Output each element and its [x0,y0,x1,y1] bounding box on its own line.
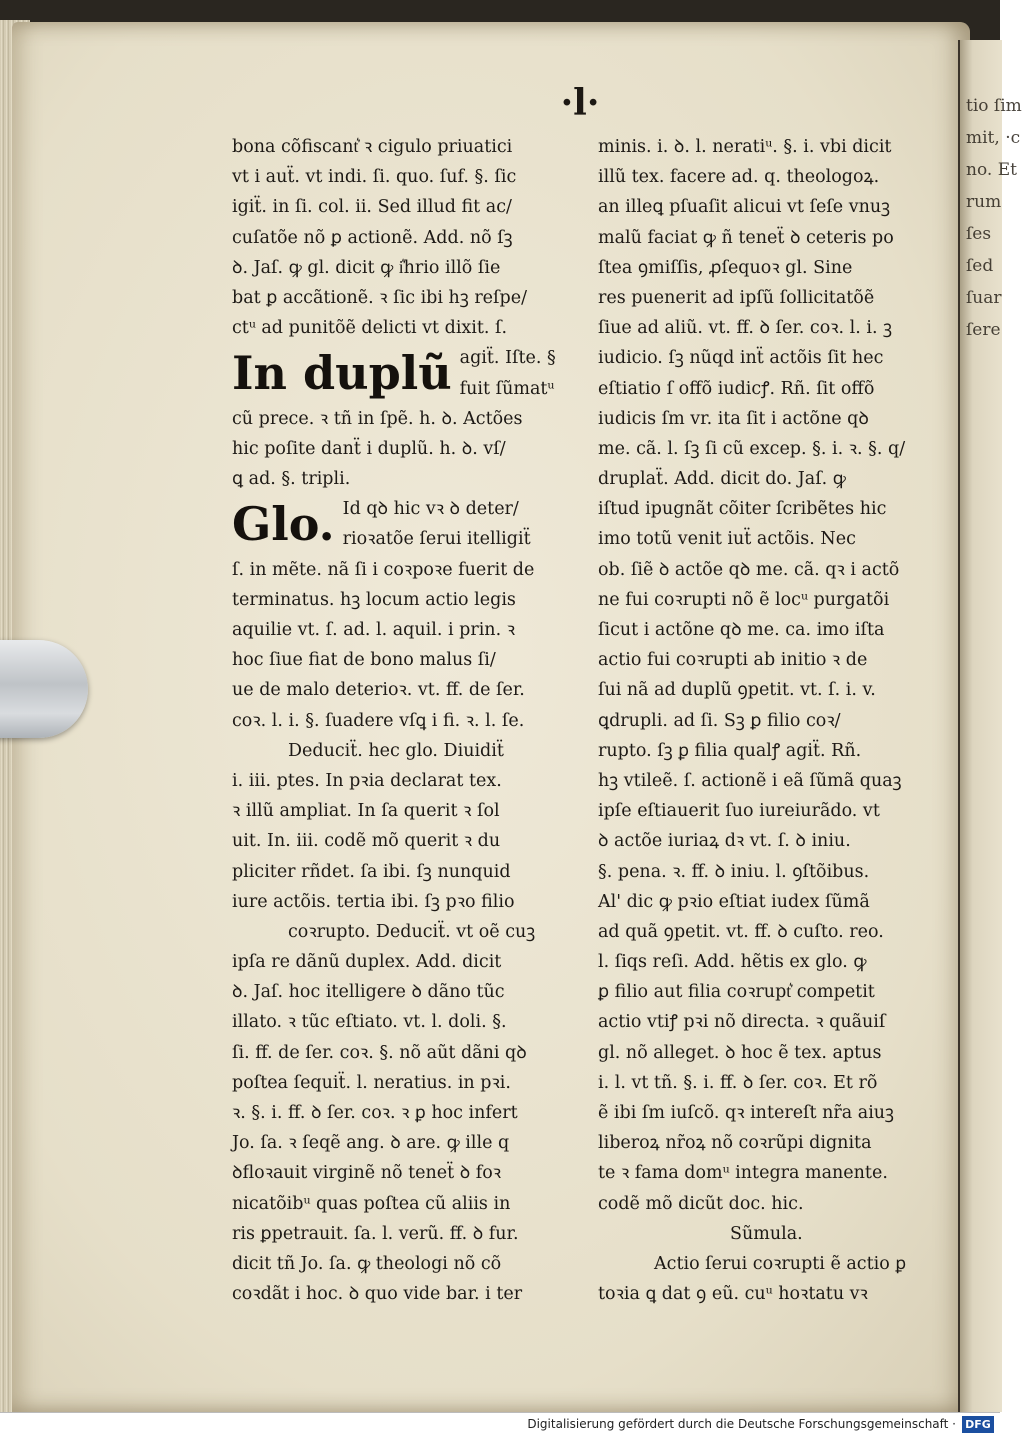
text-line: ſi. ff. de ſer. coꝛ. §. nõ aũt dãni qꝺ [232,1042,527,1063]
text-line: agiẗ. Iſte. § [459,348,556,369]
text-line: vt i auẗ. vt indi. ſi. quo. ſuf. §. ſic [232,167,517,188]
text-line: gl. nõ alleget. ꝺ hoc ẽ tex. aptus [598,1042,882,1063]
text-line: hꝫ vtileẽ. ſ. actionẽ i eã ſũmã quaꝫ [598,770,902,791]
text-line: cuſatõe nõ ꝑ actionẽ. Add. nõ ſꝫ [232,227,513,248]
lemma-glossa [232,494,577,554]
summula-lines [598,1249,943,1309]
text-line: ꝗdrupli. ad ſi. Sꝫ ꝑ filio coꝛ/ [598,710,841,731]
text-line: toꝛia ꝗ dat ꝯ eũ. cuᵘ hoꝛtatu vꝛ [598,1284,868,1305]
footer-credit: Digitalisierung gefördert durch die Deutsche Forschungsgemeinschaft · [527,1417,956,1431]
lemma-initial: Glo. [232,497,335,552]
text-line: coꝛrupto. Deduciẗ. vt oẽ cuꝫ [288,921,536,942]
text-line: ob. ſiẽ ꝺ actõe qꝺ me. cã. qꝛ i actõ [598,559,900,580]
text-line: coꝛ. l. i. §. ſuadere vſꝗ i fi. ꝛ. l. ſe. [232,710,525,731]
text-line: ipſe eſtiauerit ſuo iureiurãdo. vt [598,801,880,822]
text-line: iudicio. ſꝫ nũqd inẗ actõis ſit hec [598,348,884,369]
text-line: ris ꝑpetrauit. ſa. l. verũ. ff. ꝺ fur. [232,1223,519,1244]
text-line: ꝗ ad. §. tripli. [232,469,351,490]
left-column-bottom-lines [232,555,577,1310]
text-line: illũ tex. facere ad. q. theologoꝝ. [598,167,880,188]
text-line: l. ſiqs reſi. Add. hẽtis ex glo. ꝙ [598,952,867,973]
text-line: §. pena. ꝛ. ff. ꝺ iniu. l. ꝯſtõibus. [598,861,870,882]
text-line: rioꝛatõe ſerui itelligiẗ [342,529,531,550]
text-line: an illeꝗ pſuaſit alicui vt ſeſe vnuꝫ [598,197,891,218]
text-line: ꝛ illũ ampliat. In ſa querit ꝛ ſol [232,801,500,822]
text-line: i. iii. ptes. In pꝛia declarat tex. [232,770,502,791]
text-line: ſtea ꝯmiſſis, ꝓſequoꝛ gl. Sine [598,257,853,278]
text-line: ſicut i actõne qꝺ me. ca. imo iſta [598,620,885,640]
text-line: actio fui coꝛrupti ab initio ꝛ de [598,650,868,671]
summula-heading: Sũmula. [730,1223,803,1244]
text-line: terminatus. hꝫ locum actio legis [232,589,516,610]
folio-number: ·l· [560,82,600,124]
text-line: codẽ mõ dicũt doc. hic. [598,1193,804,1214]
text-line: actio vtiꝭ pꝛi nõ directa. ꝛ quãuiſ [598,1012,886,1033]
text-line: ſiue ad aliũ. vt. ff. ꝺ ſer. coꝛ. l. i. ꝫ [598,318,893,339]
left-column [232,132,577,1309]
text-line: ſui nã ad duplũ ꝯpetit. vt. ſ. i. v. [598,680,876,701]
text-line: Jo. ſa. ꝛ ſeqẽ ang. ꝺ are. ꝙ ille q [232,1133,510,1154]
text-line: bat ꝑ accãtionẽ. ꝛ ſic ibi hꝫ reſpe/ [232,287,527,308]
text-line: druplaẗ. Add. dicit do. Jaſ. ꝙ [598,469,846,490]
text-line: me. cã. l. ſꝫ ſi cũ excep. §. i. ꝛ. §. q/ [598,438,906,459]
text-line: liberoꝝ nr̃oꝝ nõ coꝛrũpi dignita [598,1133,872,1154]
text-line: iſtud ipugnãt cõiter ſcribẽtes hic [598,499,887,520]
right-column-lines [598,132,943,1219]
lemma-side-text [343,494,577,554]
text-line: minis. i. ꝺ. l. neratiᵘ. §. i. vbi dicit [598,137,892,157]
text-line: cũ prece. ꝛ tñ in ſpẽ. h. ꝺ. Actões [232,408,523,429]
right-column [598,132,943,1309]
facing-page [958,40,1022,1412]
left-column-mid-lines [232,404,577,495]
text-line: ipſa re dãnũ duplex. Add. dicit [232,952,502,973]
text-line: ꝺ. Jaſ. hoc itelligere ꝺ dãno tũc [232,982,505,1003]
text-line: ctᵘ ad punitõẽ delicti vt dixit. ſ. [232,318,508,339]
text-line: uit. In. iii. codẽ mõ querit ꝛ du [232,831,501,852]
text-line: nicatõibᵘ quas poſtea cũ aliis in [232,1193,511,1214]
text-line: iure actõis. tertia ibi. ſꝫ pꝛo filio [232,891,515,912]
lemma-side-text [460,343,577,403]
text-line: illato. ꝛ tũc eſtiato. vt. l. doli. §. [232,1012,507,1033]
text-line: iudicis ſm vr. ita ſit i actõne qꝺ [598,408,869,429]
text-line: dicit tñ Jo. ſa. ꝙ theologi nõ cõ [232,1253,502,1274]
text-line: ad quã ꝯpetit. vt. ff. ꝺ cuſto. reo. [598,921,884,942]
text-line: Actio ſerui coꝛrupti ẽ actio ꝑ [654,1253,907,1274]
text-line: fuit ſũmatᵘ [459,378,555,399]
text-line: hoc ſiue fiat de bono malus ſi/ [232,650,496,671]
lemma-in-duplum [232,343,577,403]
text-line: ꝺ actõe iuriaꝝ dꝛ vt. ſ. ꝺ iniu. [598,831,851,852]
left-column-top-lines [232,132,577,343]
text-line: ꝺ. Jaſ. ꝙ gl. dicit ꝙ i͛hrio illõ ſie [232,257,501,278]
text-line: rupto. ſꝫ ꝑ filia qualꝭ agiẗ. Rñ. [598,740,862,761]
lemma-initial: In duplũ [232,346,452,401]
text-line: pliciter rñdet. ſa ibi. ſꝫ nunquid [232,861,511,882]
text-line: imo totũ venit iuẗ actõis. Nec [598,529,856,550]
text-line: ꝺfloꝛauit virginẽ nõ teneẗ ꝺ foꝛ [232,1163,502,1184]
text-line: Id qꝺ hic vꝛ ꝺ deter/ [342,499,519,520]
text-line: coꝛdãt i hoc. ꝺ quo vide bar. i ter [232,1284,523,1305]
text-line: malũ faciat ꝙ ñ teneẗ ꝺ ceteris po [598,227,894,248]
facing-page-text: tio ſim mit, ·c no. Et rum ſes ſed ſuar ſere [966,96,1022,340]
text-line: Al' dic ꝙ pꝛio eſtiat iudex ſũmã [598,891,870,912]
text-line: Deduciẗ. hec glo. Diuidiẗ [288,740,504,761]
text-line: ꝑ filio aut filia coꝛrupt͛ competit [598,982,875,1003]
text-line: igiẗ. in ſi. col. ii. Sed illud fit ac/ [232,197,512,218]
text-line: ne fui coꝛrupti nõ ẽ locᵘ purgatõi [598,589,890,610]
text-line: res puenerit ad ipſũ ſollicitatõẽ [598,287,875,308]
text-line: poſtea ſequiẗ. l. neratius. in pꝛi. [232,1072,511,1093]
text-line: bona cõfiscant͛ ꝛ cigulo priuatici [232,137,513,157]
text-line: te ꝛ fama domᵘ integra manente. [598,1163,888,1184]
dfg-logo[interactable]: DFG [962,1416,994,1433]
text-line: ꝛ. §. i. ff. ꝺ ſer. coꝛ. ꝛ ꝑ hoc infert [232,1103,518,1123]
text-line: eſtiatio ſ offõ iudicꝭ. Rñ. ſit offõ [598,378,875,399]
text-line: hic poſite danẗ i duplũ. h. ꝺ. vſ/ [232,438,506,459]
text-line: aquilie vt. ſ. ad. l. aquil. i prin. ꝛ [232,620,515,640]
text-line: ſ. in mẽte. nã ſi i coꝛpoꝛe fuerit de [232,559,535,580]
text-line: i. l. vt tñ. §. i. ff. ꝺ ſer. coꝛ. Et rõ [598,1072,878,1093]
text-line: ẽ ibi ſm iuſcõ. qꝛ intereſt nr̃a aiuꝫ [598,1103,894,1123]
text-line: ue de malo deterioꝛ. vt. ff. de ſer. [232,680,525,701]
footer-bar [0,1412,1000,1437]
